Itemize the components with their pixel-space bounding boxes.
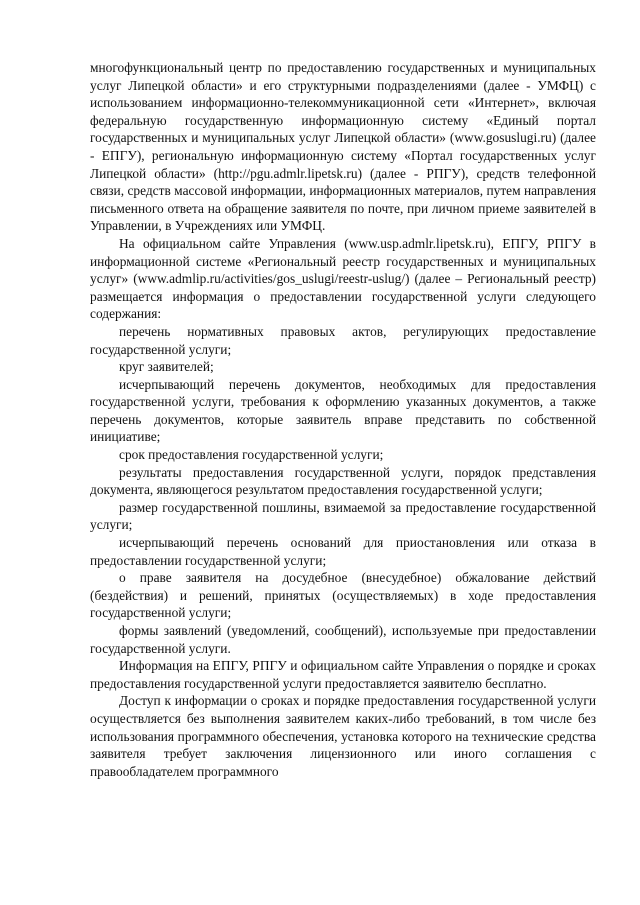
list-item-fee: размер государственной пошлины, взимаемой за предоставление государственной услуги;: [90, 499, 596, 533]
paragraph-free-info: Информация на ЕПГУ, РПГУ и официальном сайте Управления о порядке и сроках предоставления государственной услуги предоставляется заявителю бесплатно.: [90, 658, 596, 691]
list-item-documents: исчерпывающий перечень документов, необходимых для предоставления государственной услуги, требования к оформлению указанных документов, а также перечень документов, которые заявитель вправе представить по собственной инициативе;: [90, 376, 596, 445]
paragraph-2: На официальном сайте Управления (www.usp.admlr.lipetsk.ru), ЕПГУ, РПГУ в информационной системе «Региональный реестр государственных и муниципальных услуг» (www.admlip.ru/activities/gos_uslugi/reestr-uslug/) (далее – Региональный реестр) размещается информация о предоставлении государственной услуги следующего содержания:: [90, 235, 596, 322]
list-item-appeal-right: о праве заявителя на досудебное (внесудебное) обжалование действий (бездействия) и решений, принятых (осуществляемых) в ходе предоставления государственной услуги;: [90, 570, 596, 621]
list-item-results: результаты предоставления государственной услуги, порядок представления документа, являющегося результатом предоставления государственной услуги;: [90, 464, 596, 498]
list-item-forms: формы заявлений (уведомлений, сообщений), используемые при предоставлении государственной услуги.: [90, 623, 596, 656]
paragraph-1: многофункциональный центр по предоставлению государственных и муниципальных услуг Липецкой области» и его структурными подразделениями (далее - УМФЦ) с использованием информационно-телекоммуникационной сети «Интернет», включая федеральную государственную информационную систему «Единый портал государственных и муниципальных услуг Липецкой области» (www.gosuslugi.ru) (далее - ЕПГУ), региональную информационную систему «Портал государственных услуг Липецкой области» (http://pgu.admlr.lipetsk.ru) (далее - РПГУ), средств телефонной связи, средств массовой информации, информационных материалов, путем направления письменного ответа на обращение заявителя по почте, при личном приеме заявителей в Управлении, в Учреждениях или УМФЦ.: [90, 60, 596, 234]
paragraph-access: Доступ к информации о сроках и порядке предоставления государственной услуги осуществляется без выполнения заявителем каких-либо требований, в том числе без использования программного обеспечения, установка которого на технические средства заявителя требует заключения лицензионного или иного соглашения с правообладателем программного: [90, 693, 596, 779]
list-item-applicants: круг заявителей;: [119, 359, 214, 375]
document-page: [90, 59, 596, 780]
list-item-normative-acts: перечень нормативных правовых актов, регулирующих предоставление государственной услуги;: [90, 323, 596, 357]
list-item-term: срок предоставления государственной услуги;: [119, 447, 384, 463]
list-item-refusal-grounds: исчерпывающий перечень оснований для приостановления или отказа в предоставлении государственной услуги;: [90, 535, 596, 568]
